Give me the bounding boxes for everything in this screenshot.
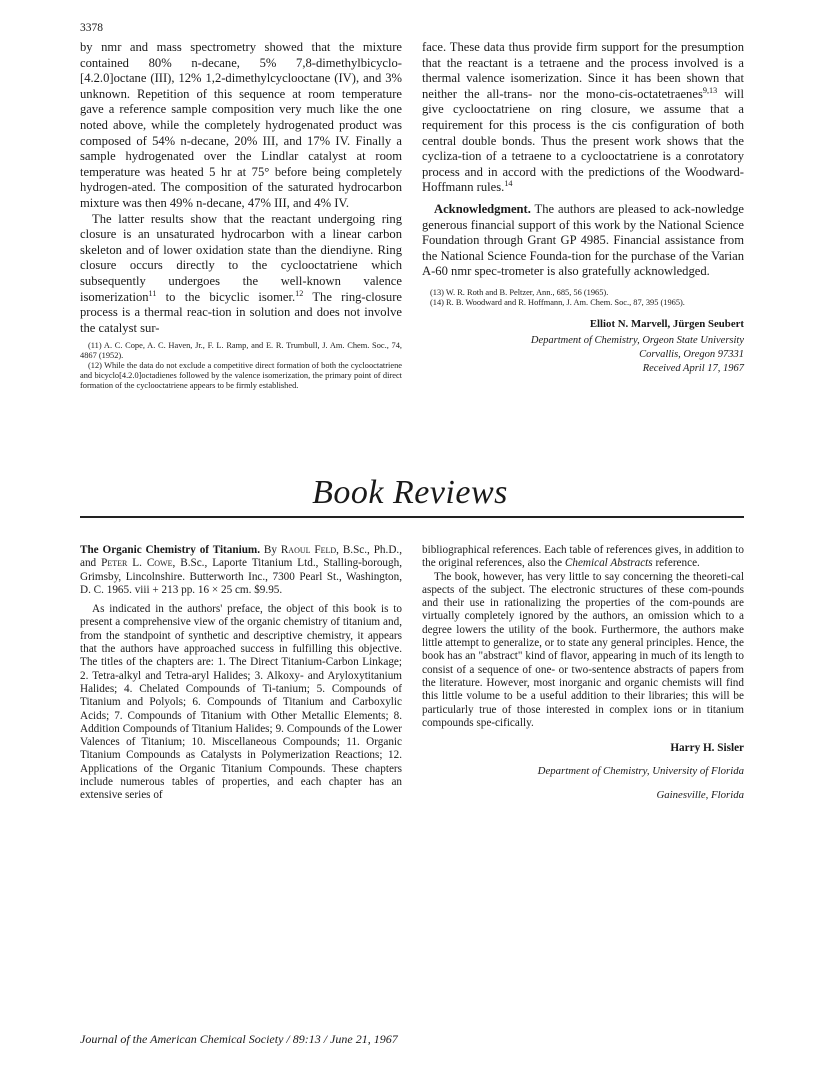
footnote-14: (14) R. B. Woodward and R. Hoffmann, J. Am. Chem. Soc., 87, 395 (1965). (430, 297, 685, 307)
review-paragraph: As indicated in the authors' preface, the object of this book is to present a comprehensive view of the organic chemistry of titanium and, from the standpoint of synthetic and descriptive chemistry, it appears that the authors have approached success in fulfilling this objective. The titles of the chapters are: 1. The Direct Titanium-Carbon Linkage; 2. Tetra-alkyl and Tetra-aryl Halides; 3. Alkoxy- and Aryloxytitanium Halides; 4. Chelated Compounds of Ti-tanium; 5. Compounds of Titanium and Polyols; 6. Compounds of Titanium and Carboxylic Acids; 7. Compounds of Titanium with Other Metallic Elements; 8. Addition Compounds of Titanium Halides; 9. Compounds of the Lower Valences of Titanium; 10. Miscellaneous Compounds; 11. Organic Titanium Compounds as Catalysts in Polymerization Reactions; 12. Applications of the Organic Titanium Compounds. These chapters include numerous tables of properties, and each chapter has an extensive series of (80, 603, 402, 802)
section-title: Book Reviews (312, 474, 508, 511)
text-run: By (260, 544, 281, 556)
footnote-ref: 11 (148, 288, 157, 298)
footnote-ref: 9,13 (702, 85, 718, 95)
footnote-11: (11) A. C. Cope, A. C. Haven, Jr., F. L. Ramp, and E. R. Trumbull, J. Am. Chem. Soc., 74, 4867 (1952). (80, 341, 402, 361)
text-run: bibliographical references. Each table of references gives, in addition to the original references, also the (422, 544, 744, 570)
acknowledgment-paragraph (422, 202, 744, 280)
article-column-left (80, 40, 402, 391)
review-paragraph: The book, however, has very little to say concerning the theoreti-cal aspects of the subject. The electronic structures of these com-pounds and their use in rationalizing the properties of the com-pounds are virtually completely ignored by the authors, an omission which to a degree lowers the utility of the book. Furthermore, the authors make little attempt to generalize, or to state any general principles. Hence, the book has an "abstract" kind of flavor, appearing in much of its length to consist of a sequence of one- or two-sentence abstracts of papers from the literature. However, most inorganic and organic chemists will find this little volume to be a useful addition to their libraries; this will be particularly true of those interested in complex ions or in titanium compounds spe-cifically. (422, 570, 744, 729)
text-run: The ring-closure process is a thermal reac-tion in solution and does not involve the catalyst sur- (80, 289, 402, 335)
reviewer-name: Harry H. Sisler (670, 742, 744, 755)
footnotes (422, 288, 744, 308)
book-author: Raoul Feld (280, 544, 337, 556)
section-divider (80, 516, 744, 518)
author-affiliation: Department of Chemistry, Orgeon State University (530, 334, 744, 346)
review-citation (80, 544, 402, 597)
text-run: The latter results show that the reactant undergoing ring closure is an unsaturated hydrocarbon with a linear carbon skeleton and of lower oxidation state than the diendiyne. Ring closure occurs directly to the cyclooctatriene which subsequently undergoes the well-known valence isomerization (80, 211, 402, 304)
footnote-12: (12) While the data do not exclude a competitive direct formation of both the cyclooctatriene and bicyclo[4.2.0]octadienes followed by the valence isomerization, the primary point of direct formation of the cyclooctatriene appears to be firmly established. (80, 361, 402, 391)
review-paragraph (422, 544, 744, 571)
text-run: , B.Sc., Laporte Titanium Ltd., Stalling-borough, Grimsby, Lincolnshire. Butterworth Inc., 7300 Pearl St., Washington, D. C. 1965. viii + 213 pp. 16 × 25 cm. $9.95. (80, 557, 402, 596)
text-run: face. These data thus provide firm support for the presumption that the reactant is a tetraene and the process involved is a thermal valence isomerization. Since it has been shown that neither the all-trans- nor the mono-cis-octatetraenes (422, 40, 744, 101)
text-run: will give cyclooctatriene on ring closure, we assume that a requirement for this process is the cis configuration of both central double bonds. Thus the present work shows that the cycliza-tion of a tetraene to a cyclooctatriene is a conrotatory process and in accord with the predictions of the Woodward-Hoffmann rules. (422, 86, 744, 195)
text-run: The authors are pleased to ack-nowledge generous financial support of this work by the National Science Foundation through Grant GP 4985. Financial assistance from the National Science Founda-tion for the purchase of the Varian A-60 nmr spec-trometer is also gratefully acknowledged. (422, 201, 744, 279)
text-run: reference. (652, 557, 700, 570)
journal-footer: Journal of the American Chemical Society / 89:13 / June 21, 1967 (80, 1032, 398, 1046)
footnote-13: (13) W. R. Roth and B. Peltzer, Ann., 685, 56 (1965). (430, 287, 609, 297)
article-authors: Elliot N. Marvell, Jürgen Seubert (589, 317, 744, 330)
italic-term: Chemical Abstracts (564, 557, 653, 570)
author-location: Corvallis, Oregon 97331 (639, 348, 744, 360)
text-run: to the bicyclic isomer. (156, 289, 296, 304)
article-column-right (422, 40, 744, 376)
text-run: , B.Sc., Ph.D., and (80, 544, 402, 570)
book-author: Peter L. Cowe (101, 557, 173, 570)
acknowledgment-heading: Acknowledgment. (434, 201, 531, 216)
reviewer-location: Gainesville, Florida (656, 789, 744, 802)
body-paragraph (80, 212, 402, 337)
footnote-ref: 12 (295, 288, 304, 298)
body-paragraph: by nmr and mass spectrometry showed that the mixture contained 80% n-decane, 5% 7,8-dimethylbicyclo-[4.2.0]octane (III), 12% 1,2-dimethylcyclooctane (IV), and 3% unknown. Repetition of this sequence at room temperature gave a reference sample composition very much like the one noted above, while the completely hydrogenated product was composed of 54% n-decane, 20% III, and 17% IV. Finally a sample hydrogenated over the Lindlar catalyst at room temperature was heated 5 hr at 75° before being completely hydrogen-ated. The composition of the saturated hydrocarbon mixture was then 49% n-decane, 47% III, and 4% IV. (80, 40, 402, 210)
page-number: 3378 (80, 22, 103, 34)
footnote-ref: 14 (504, 179, 513, 189)
review-column-left (80, 544, 402, 803)
body-paragraph (422, 40, 744, 196)
review-column-right (422, 544, 744, 813)
footnotes (80, 341, 402, 391)
received-date: Received April 17, 1967 (642, 362, 744, 374)
book-title: The Organic Chemistry of Titanium. (80, 544, 261, 556)
reviewer-affiliation: Department of Chemistry, University of Florida (537, 765, 744, 778)
